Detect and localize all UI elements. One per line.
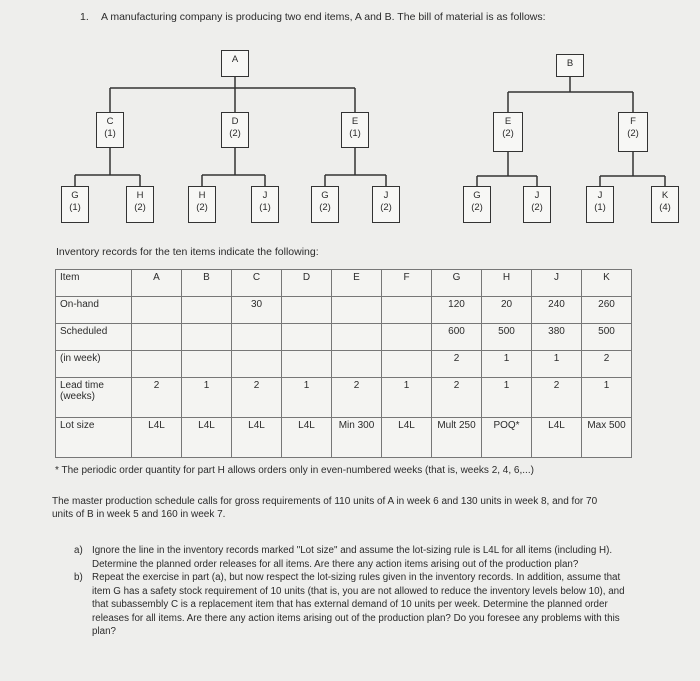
table-cell: 1 <box>482 378 532 418</box>
table-cell: 2 <box>432 351 482 378</box>
table-cell: 2 <box>432 378 482 418</box>
bom-node-j: J (1) <box>586 186 614 223</box>
table-row <box>56 297 632 324</box>
table-cell: 120 <box>432 297 482 324</box>
bom-node-j: J (2) <box>372 186 400 223</box>
table-cell: L4L <box>532 418 582 458</box>
inventory-table <box>55 269 632 458</box>
problem-intro: A manufacturing company is producing two end items, A and B. The bill of material is as follows: <box>101 11 546 23</box>
column-header: C <box>232 270 282 297</box>
column-header: E <box>332 270 382 297</box>
table-cell: 260 <box>582 297 632 324</box>
inventory-caption: Inventory records for the ten items indicate the following: <box>56 246 319 258</box>
bom-node-b: B <box>556 54 584 77</box>
table-cell <box>382 351 432 378</box>
row-label: Lead time (weeks) <box>56 378 132 418</box>
bom-node-k: K (4) <box>651 186 679 223</box>
column-header: D <box>282 270 332 297</box>
table-cell <box>282 324 332 351</box>
table-cell <box>132 297 182 324</box>
table-cell: 2 <box>232 378 282 418</box>
bom-node-f: F (2) <box>618 112 648 152</box>
bom-node-g: G (1) <box>61 186 89 223</box>
table-cell: 240 <box>532 297 582 324</box>
table-row <box>56 378 632 418</box>
question-marker: a) <box>74 545 83 556</box>
table-cell: 500 <box>482 324 532 351</box>
table-cell: 2 <box>332 378 382 418</box>
table-cell: 1 <box>382 378 432 418</box>
table-cell: 1 <box>282 378 332 418</box>
column-header: H <box>482 270 532 297</box>
bom-node-h: H (2) <box>188 186 216 223</box>
bom-node-g: G (2) <box>463 186 491 223</box>
question-text: Repeat the exercise in part (a), but now respect the lot-sizing rules given in the inventory records. In addition, assume that item G has a safety stock requirement of 10 units (that is, you are not allowed to reduce the inventory levels below 10), and that subassembly C is a replacement item that has external demand of 10 units per week. Determine the planned order releases for all items. Are there any action items arising out of the production plan? Do you foresee any problems with this plan? <box>92 572 625 638</box>
column-header: F <box>382 270 432 297</box>
table-cell <box>282 297 332 324</box>
table-cell <box>132 324 182 351</box>
bom-node-j: J (2) <box>523 186 551 223</box>
question-text: Ignore the line in the inventory records marked "Lot size" and assume the lot-sizing rule is L4L for all items (including H). Determine the planned order releases for all items. Are there any action items arising out of the production plan? <box>92 545 613 570</box>
table-cell: L4L <box>232 418 282 458</box>
table-cell <box>182 351 232 378</box>
bom-node-g: G (2) <box>311 186 339 223</box>
table-cell <box>232 324 282 351</box>
column-header: B <box>182 270 232 297</box>
table-footnote: * The periodic order quantity for part H allows orders only in even-numbered weeks (that is, weeks 2, 4, 6,...) <box>55 465 534 476</box>
column-header: J <box>532 270 582 297</box>
table-cell: L4L <box>282 418 332 458</box>
row-label: On-hand <box>56 297 132 324</box>
row-label: (in week) <box>56 351 132 378</box>
bom-node-e: E (1) <box>341 112 369 148</box>
table-header-row <box>56 270 632 297</box>
table-cell <box>332 351 382 378</box>
row-label: Scheduled <box>56 324 132 351</box>
table-cell: Min 300 <box>332 418 382 458</box>
table-cell: 1 <box>182 378 232 418</box>
table-row <box>56 351 632 378</box>
table-cell <box>182 324 232 351</box>
table-cell: L4L <box>132 418 182 458</box>
table-cell: 600 <box>432 324 482 351</box>
column-header: Item <box>56 270 132 297</box>
table-cell <box>182 297 232 324</box>
table-cell: 1 <box>532 351 582 378</box>
table-cell: 2 <box>532 378 582 418</box>
table-cell: 1 <box>582 378 632 418</box>
table-cell: 380 <box>532 324 582 351</box>
table-cell <box>282 351 332 378</box>
bom-node-e: E (2) <box>493 112 523 152</box>
table-cell: 500 <box>582 324 632 351</box>
list-item <box>68 571 628 639</box>
table-cell: POQ* <box>482 418 532 458</box>
table-cell <box>332 324 382 351</box>
table-cell: L4L <box>182 418 232 458</box>
column-header: K <box>582 270 632 297</box>
mps-statement: The master production schedule calls for gross requirements of 110 units of A in week 6 and 130 units in week 8, and for 70 units of B in week 5 and 160 in week 7. <box>52 496 598 520</box>
table-cell: Max 500 <box>582 418 632 458</box>
table-cell <box>132 351 182 378</box>
table-cell <box>382 324 432 351</box>
table-cell: 2 <box>582 351 632 378</box>
table-cell: 20 <box>482 297 532 324</box>
bom-node-h: H (2) <box>126 186 154 223</box>
bom-node-a: A <box>221 50 249 77</box>
question-marker: b) <box>74 572 83 584</box>
column-header: G <box>432 270 482 297</box>
bom-node-j: J (1) <box>251 186 279 223</box>
table-cell <box>232 351 282 378</box>
bom-node-d: D (2) <box>221 112 249 148</box>
row-label: Lot size <box>56 418 132 458</box>
bom-node-c: C (1) <box>96 112 124 148</box>
list-item <box>68 544 628 571</box>
column-header: A <box>132 270 182 297</box>
table-cell <box>332 297 382 324</box>
table-row <box>56 324 632 351</box>
table-cell: Mult 250 <box>432 418 482 458</box>
problem-number: 1. <box>80 11 89 23</box>
table-cell: 1 <box>482 351 532 378</box>
table-row <box>56 418 632 458</box>
table-cell: 2 <box>132 378 182 418</box>
table-cell <box>382 297 432 324</box>
table-cell: L4L <box>382 418 432 458</box>
question-list <box>68 544 628 639</box>
table-cell: 30 <box>232 297 282 324</box>
